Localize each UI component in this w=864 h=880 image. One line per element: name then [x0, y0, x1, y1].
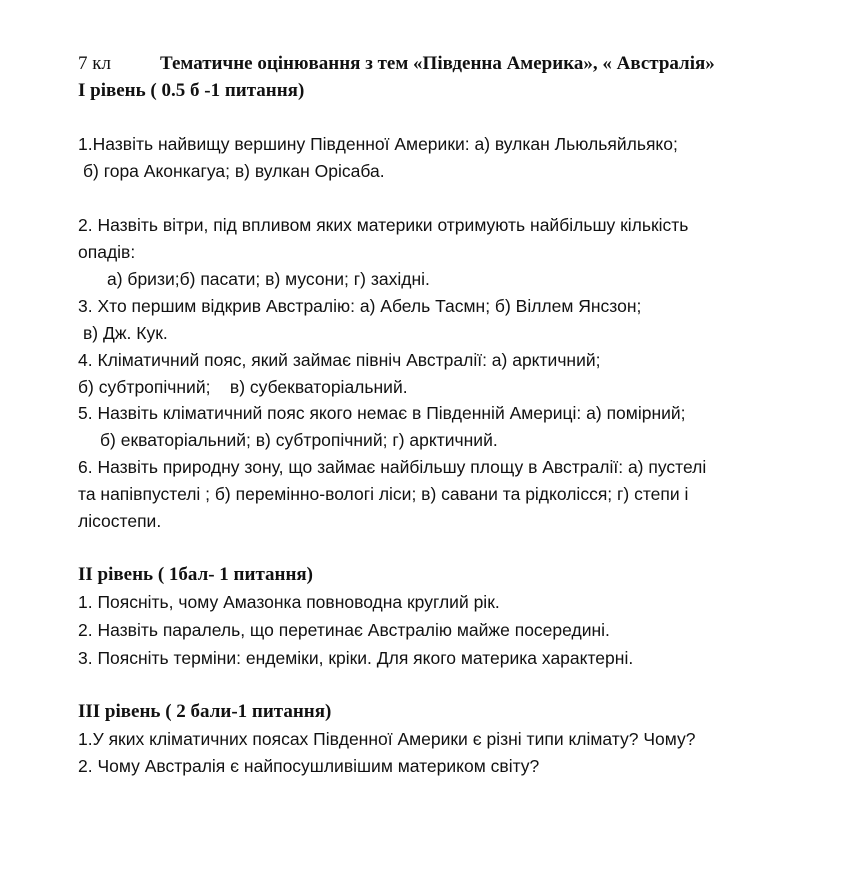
- level3-question-1: 1.У яких кліматичних поясах Південної Америки є різні типи клімату? Чому?: [78, 729, 696, 749]
- question-6-line-1: 6. Назвіть природну зону, що займає найбільшу площу в Австралії: а) пустелі: [78, 457, 707, 477]
- question-5-line-1: 5. Назвіть кліматичний пояс якого немає в Південній Америці: а) помірний;: [78, 403, 686, 423]
- question-3-line-1: 3. Хто першим відкрив Австралію: а) Абель Тасмн; б) Віллем Янсзон;: [78, 296, 642, 316]
- question-2-line-2: опадів:: [78, 242, 136, 262]
- question-5-line-2: б) екваторіальний; в) субтропічний; г) арктичний.: [100, 430, 498, 450]
- question-6-line-2: та напівпустелі ; б) перемінно-вологі ліси; в) савани та рідколісся; г) степи і: [78, 484, 689, 504]
- level2-heading: ІІ рівень ( 1бал- 1 питання): [78, 564, 314, 585]
- question-6-line-3: лісостепи.: [78, 511, 162, 531]
- question-2-line-1: 2. Назвіть вітри, під впливом яких материки отримують найбільшу кількість: [78, 215, 689, 235]
- question-1-line-2: б) гора Аконкагуа; в) вулкан Орісаба.: [83, 161, 385, 181]
- question-1-line-1: 1.Назвіть найвищу вершину Південної Америки: а) вулкан Льюльяйльяко;: [78, 134, 678, 154]
- question-4-line-2: б) субтропічний; в) субекваторіальний.: [78, 377, 408, 397]
- question-2-line-3: а) бризи;б) пасати; в) мусони; г) західні.: [107, 269, 430, 289]
- level3-heading: ІІІ рівень ( 2 бали-1 питання): [78, 701, 332, 722]
- document-title: Тематичне оцінювання з тем «Південна Америка», « Австралія»: [160, 53, 715, 74]
- grade-label: 7 кл: [78, 53, 111, 74]
- level1-heading: І рівень ( 0.5 б -1 питання): [78, 80, 305, 101]
- level2-question-2: 2. Назвіть паралель, що перетинає Австралію майже посередині.: [78, 620, 610, 640]
- level3-question-2: 2. Чому Австралія є найпосушливішим материком світу?: [78, 756, 540, 776]
- document-header: [78, 52, 715, 76]
- question-3-line-2: в) Дж. Кук.: [83, 323, 168, 343]
- level2-question-1: 1. Поясніть, чому Амазонка повноводна круглий рік.: [78, 592, 500, 612]
- question-4-line-1: 4. Кліматичний пояс, який займає північ Австралії: а) арктичний;: [78, 350, 601, 370]
- level2-question-3: 3. Поясніть терміни: ендеміки, кріки. Для якого материка характерні.: [78, 648, 634, 668]
